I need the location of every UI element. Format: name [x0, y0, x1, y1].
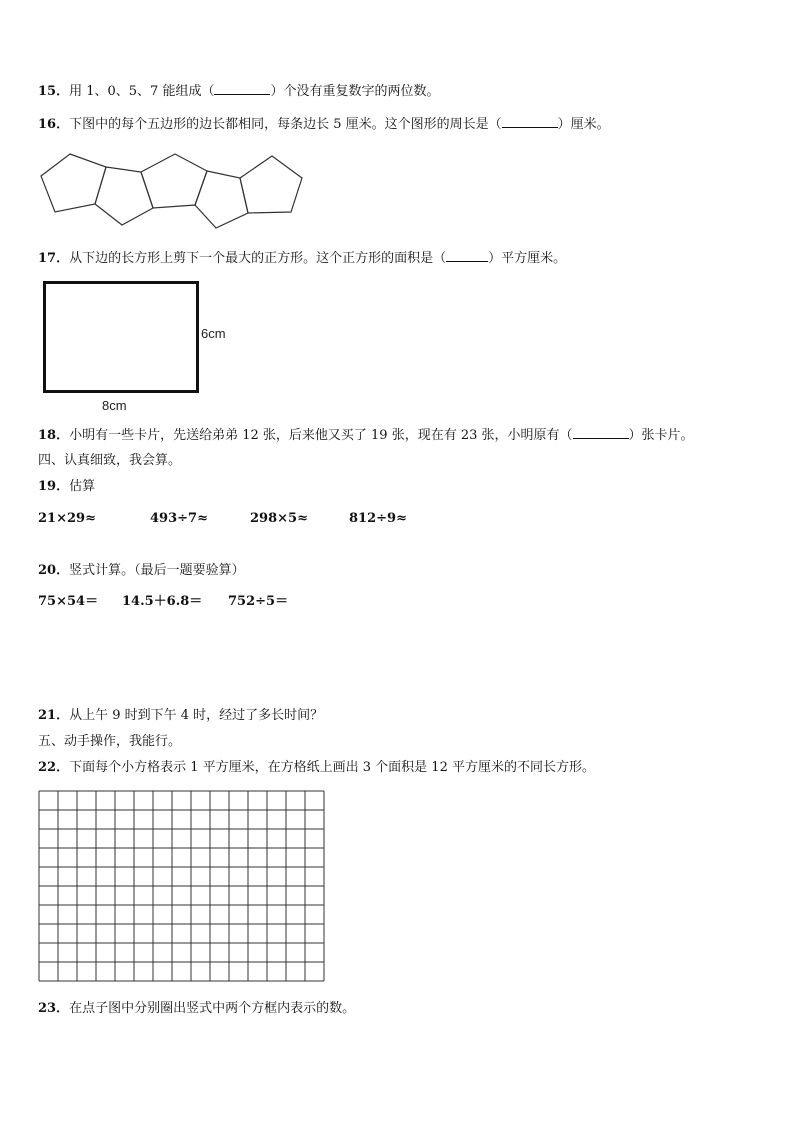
question-20	[38, 562, 245, 580]
question-number: 16．	[38, 117, 70, 132]
question-text-end: ）个没有重复数字的两位数。	[270, 84, 440, 99]
rectangle-width-label: 8cm	[102, 398, 127, 413]
question-number: 22．	[38, 760, 70, 775]
question-text-end: ）平方厘米。	[488, 251, 567, 266]
estimate-item-4: 812÷9≈	[349, 511, 407, 526]
question-number: 18．	[38, 428, 70, 443]
answer-blank[interactable]	[573, 426, 629, 439]
pentagon-5	[240, 156, 302, 213]
question-text: 从上午 9 时到下午 4 时，经过了多长时间？	[69, 708, 324, 723]
question-22	[38, 759, 595, 777]
question-text: 在点子图中分别圈出竖式中两个方框内表示的数。	[69, 1001, 356, 1016]
question-15	[38, 82, 439, 101]
rectangle-height-label: 6cm	[201, 326, 226, 341]
question-23	[38, 1000, 355, 1018]
question-number: 15．	[38, 84, 70, 99]
estimate-item-2: 493÷7≈	[150, 511, 208, 526]
estimate-item-1: 21×29≈	[38, 511, 96, 526]
question-title: 竖式计算。（最后一题要验算）	[69, 563, 245, 578]
question-16	[38, 115, 610, 134]
question-number: 19．	[38, 479, 70, 494]
question-19	[38, 478, 95, 496]
question-text-end: ）张卡片。	[628, 428, 694, 443]
graph-paper-grid[interactable]	[38, 790, 326, 982]
question-18	[38, 426, 694, 445]
question-number: 23．	[38, 1001, 70, 1016]
rectangle-figure	[42, 280, 202, 396]
question-number: 17．	[38, 251, 70, 266]
question-text: 下图中的每个五边形的边长都相同，每条边长 5 厘米。这个图形的周长是（	[69, 117, 502, 132]
question-number: 21．	[38, 708, 70, 723]
pentagon-2	[95, 167, 153, 225]
answer-blank[interactable]	[214, 82, 270, 95]
question-text: 小明有一些卡片，先送给弟弟 12 张，后来他又买了 19 张，现在有 23 张，小明原有（	[69, 428, 573, 443]
question-17	[38, 249, 566, 268]
question-text: 下面每个小方格表示 1 平方厘米，在方格纸上画出 3 个面积是 12 平方厘米的不同长方形。	[69, 760, 595, 775]
answer-blank[interactable]	[446, 249, 488, 262]
question-title: 估算	[69, 479, 96, 494]
calc-item-3: 752÷5＝	[228, 594, 289, 609]
question-text-end: ）厘米。	[557, 117, 610, 132]
question-text: 从下边的长方形上剪下一个最大的正方形。这个正方形的面积是（	[69, 251, 447, 266]
section-5-title: 五、动手操作，我能行。	[38, 734, 182, 749]
answer-blank[interactable]	[502, 115, 558, 128]
calc-item-2: 14.5＋6.8＝	[122, 594, 203, 609]
section-4-title: 四、认真细致，我会算。	[38, 453, 182, 468]
calc-item-1: 75×54＝	[38, 594, 99, 609]
pentagon-chain-figure	[36, 148, 308, 232]
question-21	[38, 707, 323, 725]
estimate-item-3: 298×5≈	[250, 511, 308, 526]
pentagon-1	[41, 154, 106, 212]
question-number: 20．	[38, 563, 70, 578]
question-text: 用 1、0、5、7 能组成（	[69, 84, 215, 99]
